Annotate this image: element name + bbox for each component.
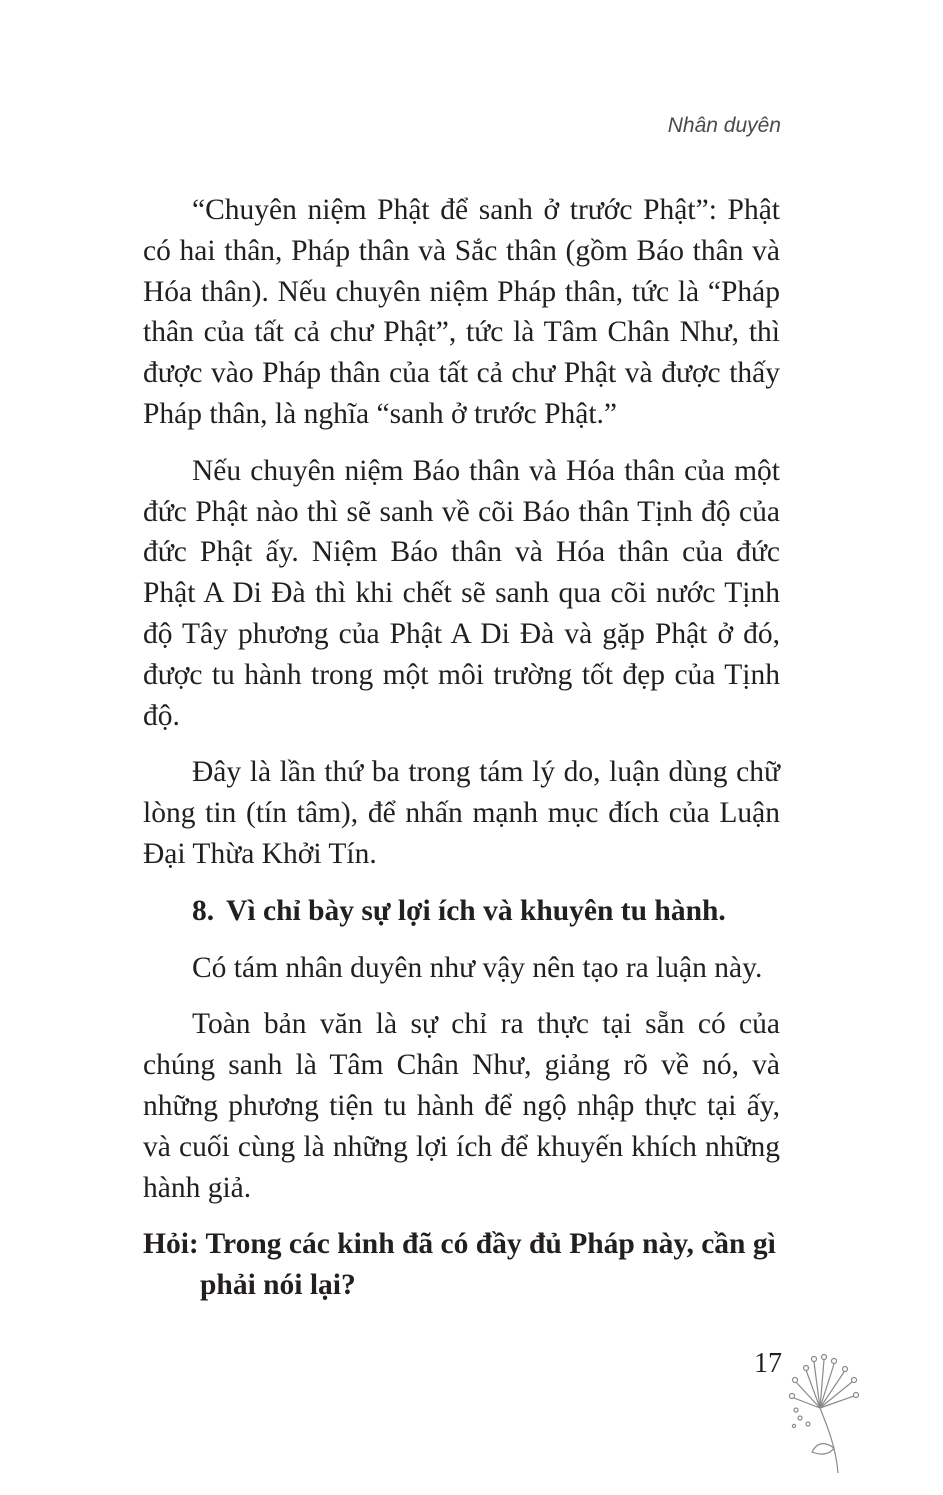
question-heading: Hỏi: Trong các kinh đã có đầy đủ Pháp này, cần gì phải nói lại? — [143, 1228, 776, 1302]
dandelion-flower-icon — [788, 1348, 868, 1478]
heading-number: 8. — [192, 894, 215, 927]
heading-text: Vì chỉ bày sự lợi ích và khuyên tu hành. — [226, 894, 726, 927]
main-text — [143, 190, 780, 1306]
paragraph-4: Có tám nhân duyên như vậy nên tạo ra luận này. — [192, 951, 763, 984]
paragraph-3: Đây là lần thứ ba trong tám lý do, luận dùng chữ lòng tin (tín tâm), để nhấn mạnh mục đích của Luận Đại Thừa Khởi Tín. — [143, 756, 780, 870]
page-number: 17 — [754, 1348, 782, 1379]
paragraph-2: Nếu chuyên niệm Báo thân và Hóa thân của một đức Phật nào thì sẽ sanh về cõi Báo thân Tịnh độ của đức Phật ấy. Niệm Báo thân và Hóa thân của đức Phật A Di Đà thì khi chết sẽ sanh qua cõi nước Tịnh độ Tây phương của Phật A Di Đà và gặp Phật ở đó, được tu hành trong một môi trường tốt đẹp của Tịnh độ. — [143, 454, 780, 732]
running-head: Nhân duyên — [667, 114, 781, 137]
paragraph-1: “Chuyên niệm Phật để sanh ở trước Phật”: Phật có hai thân, Pháp thân và Sắc thân (gồm Báo thân và Hóa thân). Nếu chuyên niệm Pháp thân, tức là “Pháp thân của tất cả chư Phật”, tức là Tâm Chân Như, thì được vào Pháp thân của tất cả chư Phật và được thấy Pháp thân, là nghĩa “sanh ở trước Phật.” — [143, 194, 780, 430]
section-heading-8 — [143, 891, 780, 932]
paragraph-5: Toàn bản văn là sự chỉ ra thực tại sẵn có của chúng sanh là Tâm Chân Như, giảng rõ về nó, và những phương tiện tu hành để ngộ nhập thực tại ấy, và cuối cùng là những lợi ích để khuyến khích những hành giả. — [143, 1008, 780, 1204]
